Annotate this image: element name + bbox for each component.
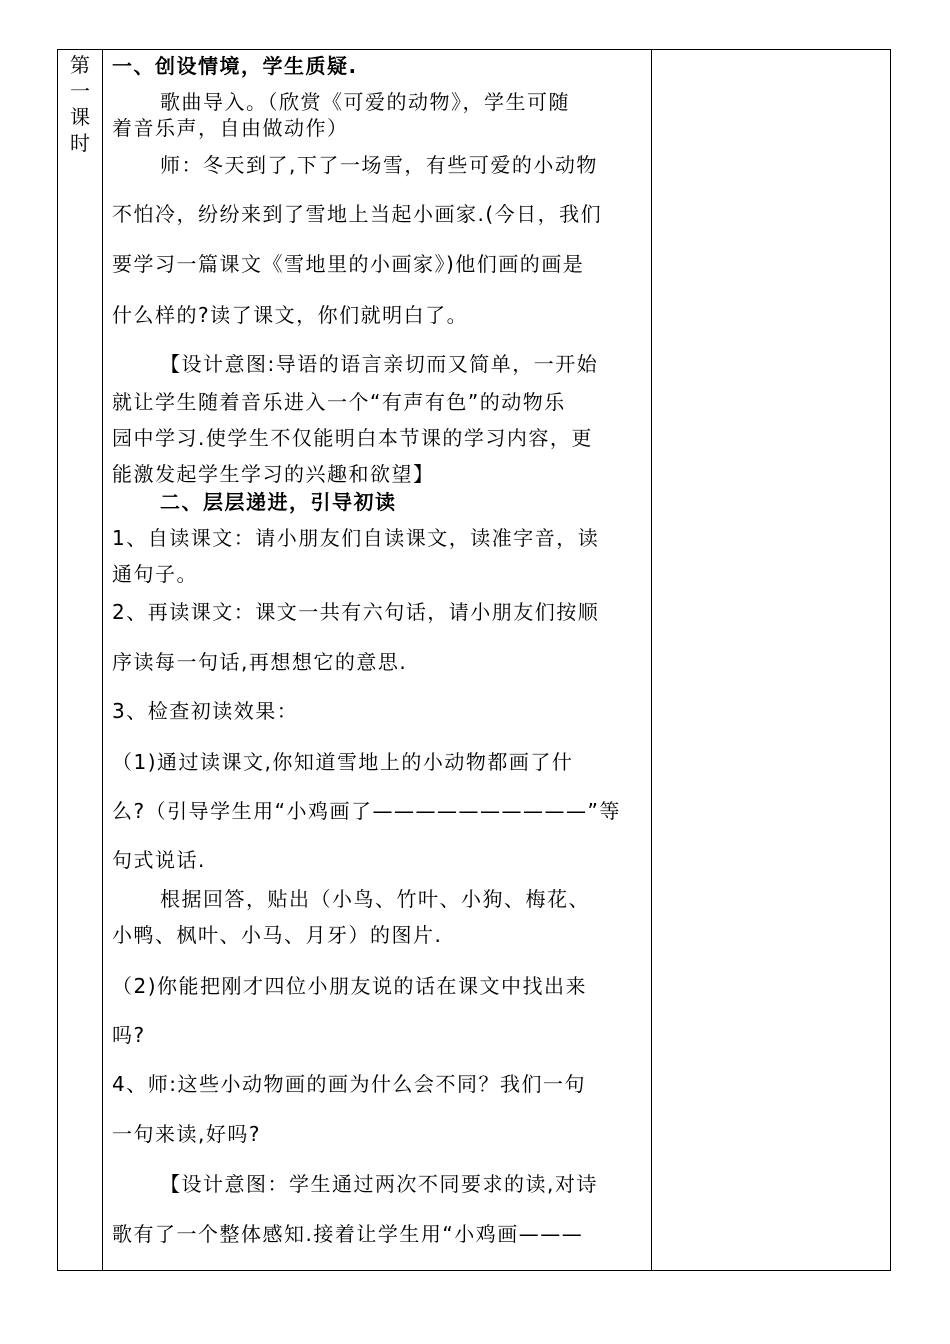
text-line: 根据回答，贴出（小鸟、竹叶、小狗、梅花、: [160, 887, 590, 911]
text-line: 【设计意图:导语的语言亲切而又简单，一开始: [160, 352, 599, 376]
text-line: 1、自读课文：请小朋友们自读课文，读准字音，读: [112, 526, 600, 550]
text-line: 园中学习.使学生不仅能明白本节课的学习内容，更: [112, 426, 593, 450]
text-line: 2、再读课文：课文一共有六句话，请小朋友们按顺: [112, 600, 600, 624]
period-char: 时: [70, 131, 90, 155]
text-line: 能激发起学生学习的兴趣和欲望】: [112, 462, 435, 486]
column-divider-right: [651, 50, 652, 1270]
text-line: 吗?: [112, 1023, 146, 1047]
text-line: 歌有了一个整体感知.接着让学生用“小鸡画———: [112, 1222, 584, 1246]
period-label: [63, 52, 97, 156]
text-line: （2)你能把刚才四位小朋友说的话在课文中找出来: [112, 974, 588, 998]
period-char: 第: [70, 53, 90, 77]
column-divider-left: [102, 50, 103, 1270]
text-line: 小鸭、枫叶、小马、月牙）的图片.: [112, 923, 443, 947]
text-line: 【设计意图：学生通过两次不同要求的读,对诗: [160, 1172, 598, 1196]
period-char: 课: [70, 105, 90, 129]
text-line: 要学习一篇课文《雪地里的小画家》)他们画的画是: [112, 252, 585, 276]
text-line: 一句来读,好吗?: [112, 1122, 261, 1146]
text-line: 歌曲导入。（欣赏《可爱的动物》，学生可随: [160, 90, 570, 114]
text-line: 4、师:这些小动物画的画为什么会不同？我们一句: [112, 1072, 586, 1096]
text-line: （1)通过读课文,你知道雪地上的小动物都画了什: [112, 750, 574, 774]
text-line: 句式说话.: [112, 848, 206, 872]
text-line: 不怕冷，纷纷来到了雪地上当起小画家.(今日，我们: [112, 202, 603, 226]
text-line: 么?（引导学生用“小鸡画了——————————”等: [112, 799, 621, 823]
text-line: 师：冬天到了,下了一场雪，有些可爱的小动物: [160, 153, 598, 177]
text-line: 就让学生随着音乐进入一个“有声有色”的动物乐: [112, 390, 566, 414]
section-heading: 一、创设情境，学生质疑.: [112, 54, 358, 78]
text-line: 通句子。: [112, 562, 198, 586]
text-line: 3、检查初读效果：: [112, 699, 299, 723]
text-line: 序读每一句话,再想想它的意思.: [112, 650, 408, 674]
period-char: 一: [70, 79, 90, 103]
section-heading: 二、层层递进，引导初读: [160, 490, 397, 514]
text-line: 着音乐声，自由做动作）: [112, 116, 349, 140]
text-line: 什么样的?读了课文，你们就明白了。: [112, 303, 469, 327]
